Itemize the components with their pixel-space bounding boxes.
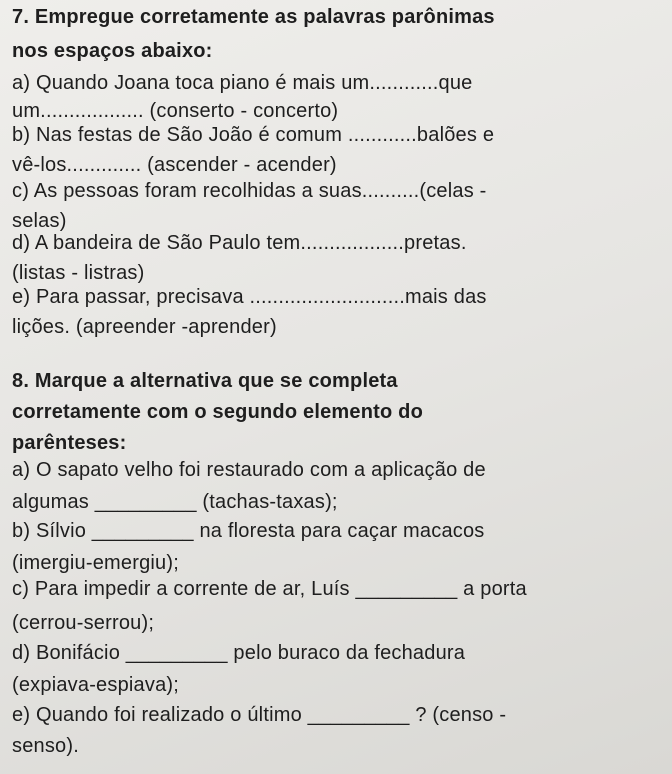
- q7-title-cont: nos espaços abaixo:: [12, 40, 213, 62]
- q8-item-b-cont: (imergiu-emergiu);: [12, 552, 179, 574]
- q7-item-b: b) Nas festas de São João é comum ............balões e: [12, 124, 495, 146]
- q7-item-a: a) Quando Joana toca piano é mais um............que: [12, 72, 473, 94]
- q7-item-a-cont: um.................. (conserto - concerto): [12, 100, 339, 122]
- q7-item-e: e) Para passar, precisava ...........................mais das: [12, 286, 487, 308]
- q7-item-e-cont: lições. (apreender -aprender): [12, 316, 277, 338]
- q7-item-c-cont: selas): [12, 210, 67, 232]
- q7-item-b-cont: vê-los............. (ascender - acender): [12, 154, 337, 176]
- q8-item-c-cont: (cerrou-serrou);: [12, 612, 155, 634]
- q8-item-e-cont: senso).: [12, 735, 79, 757]
- q8-item-e: e) Quando foi realizado o último _________ ? (censo -: [12, 704, 507, 726]
- q8-item-b: b) Sílvio _________ na floresta para caçar macacos: [12, 520, 485, 542]
- q8-item-d-cont: (expiava-espiava);: [12, 674, 180, 696]
- q8-title-end: parênteses:: [12, 432, 127, 454]
- q7-item-d: d) A bandeira de São Paulo tem..................pretas.: [12, 232, 467, 254]
- q8-item-a-cont: algumas _________ (tachas-taxas);: [12, 491, 338, 513]
- q7-item-d-cont: (listas - listras): [12, 262, 145, 284]
- q8-item-c: c) Para impedir a corrente de ar, Luís _________ a porta: [12, 578, 527, 600]
- q7-item-c: c) As pessoas foram recolhidas a suas..........(celas -: [12, 180, 487, 202]
- q8-title: 8. Marque a alternativa que se completa: [12, 370, 398, 392]
- q8-title-cont: corretamente com o segundo elemento do: [12, 401, 424, 423]
- q7-title: 7. Empregue corretamente as palavras parônimas: [12, 6, 495, 28]
- q8-item-d: d) Bonifácio _________ pelo buraco da fechadura: [12, 642, 466, 664]
- q8-item-a: a) O sapato velho foi restaurado com a aplicação de: [12, 459, 486, 481]
